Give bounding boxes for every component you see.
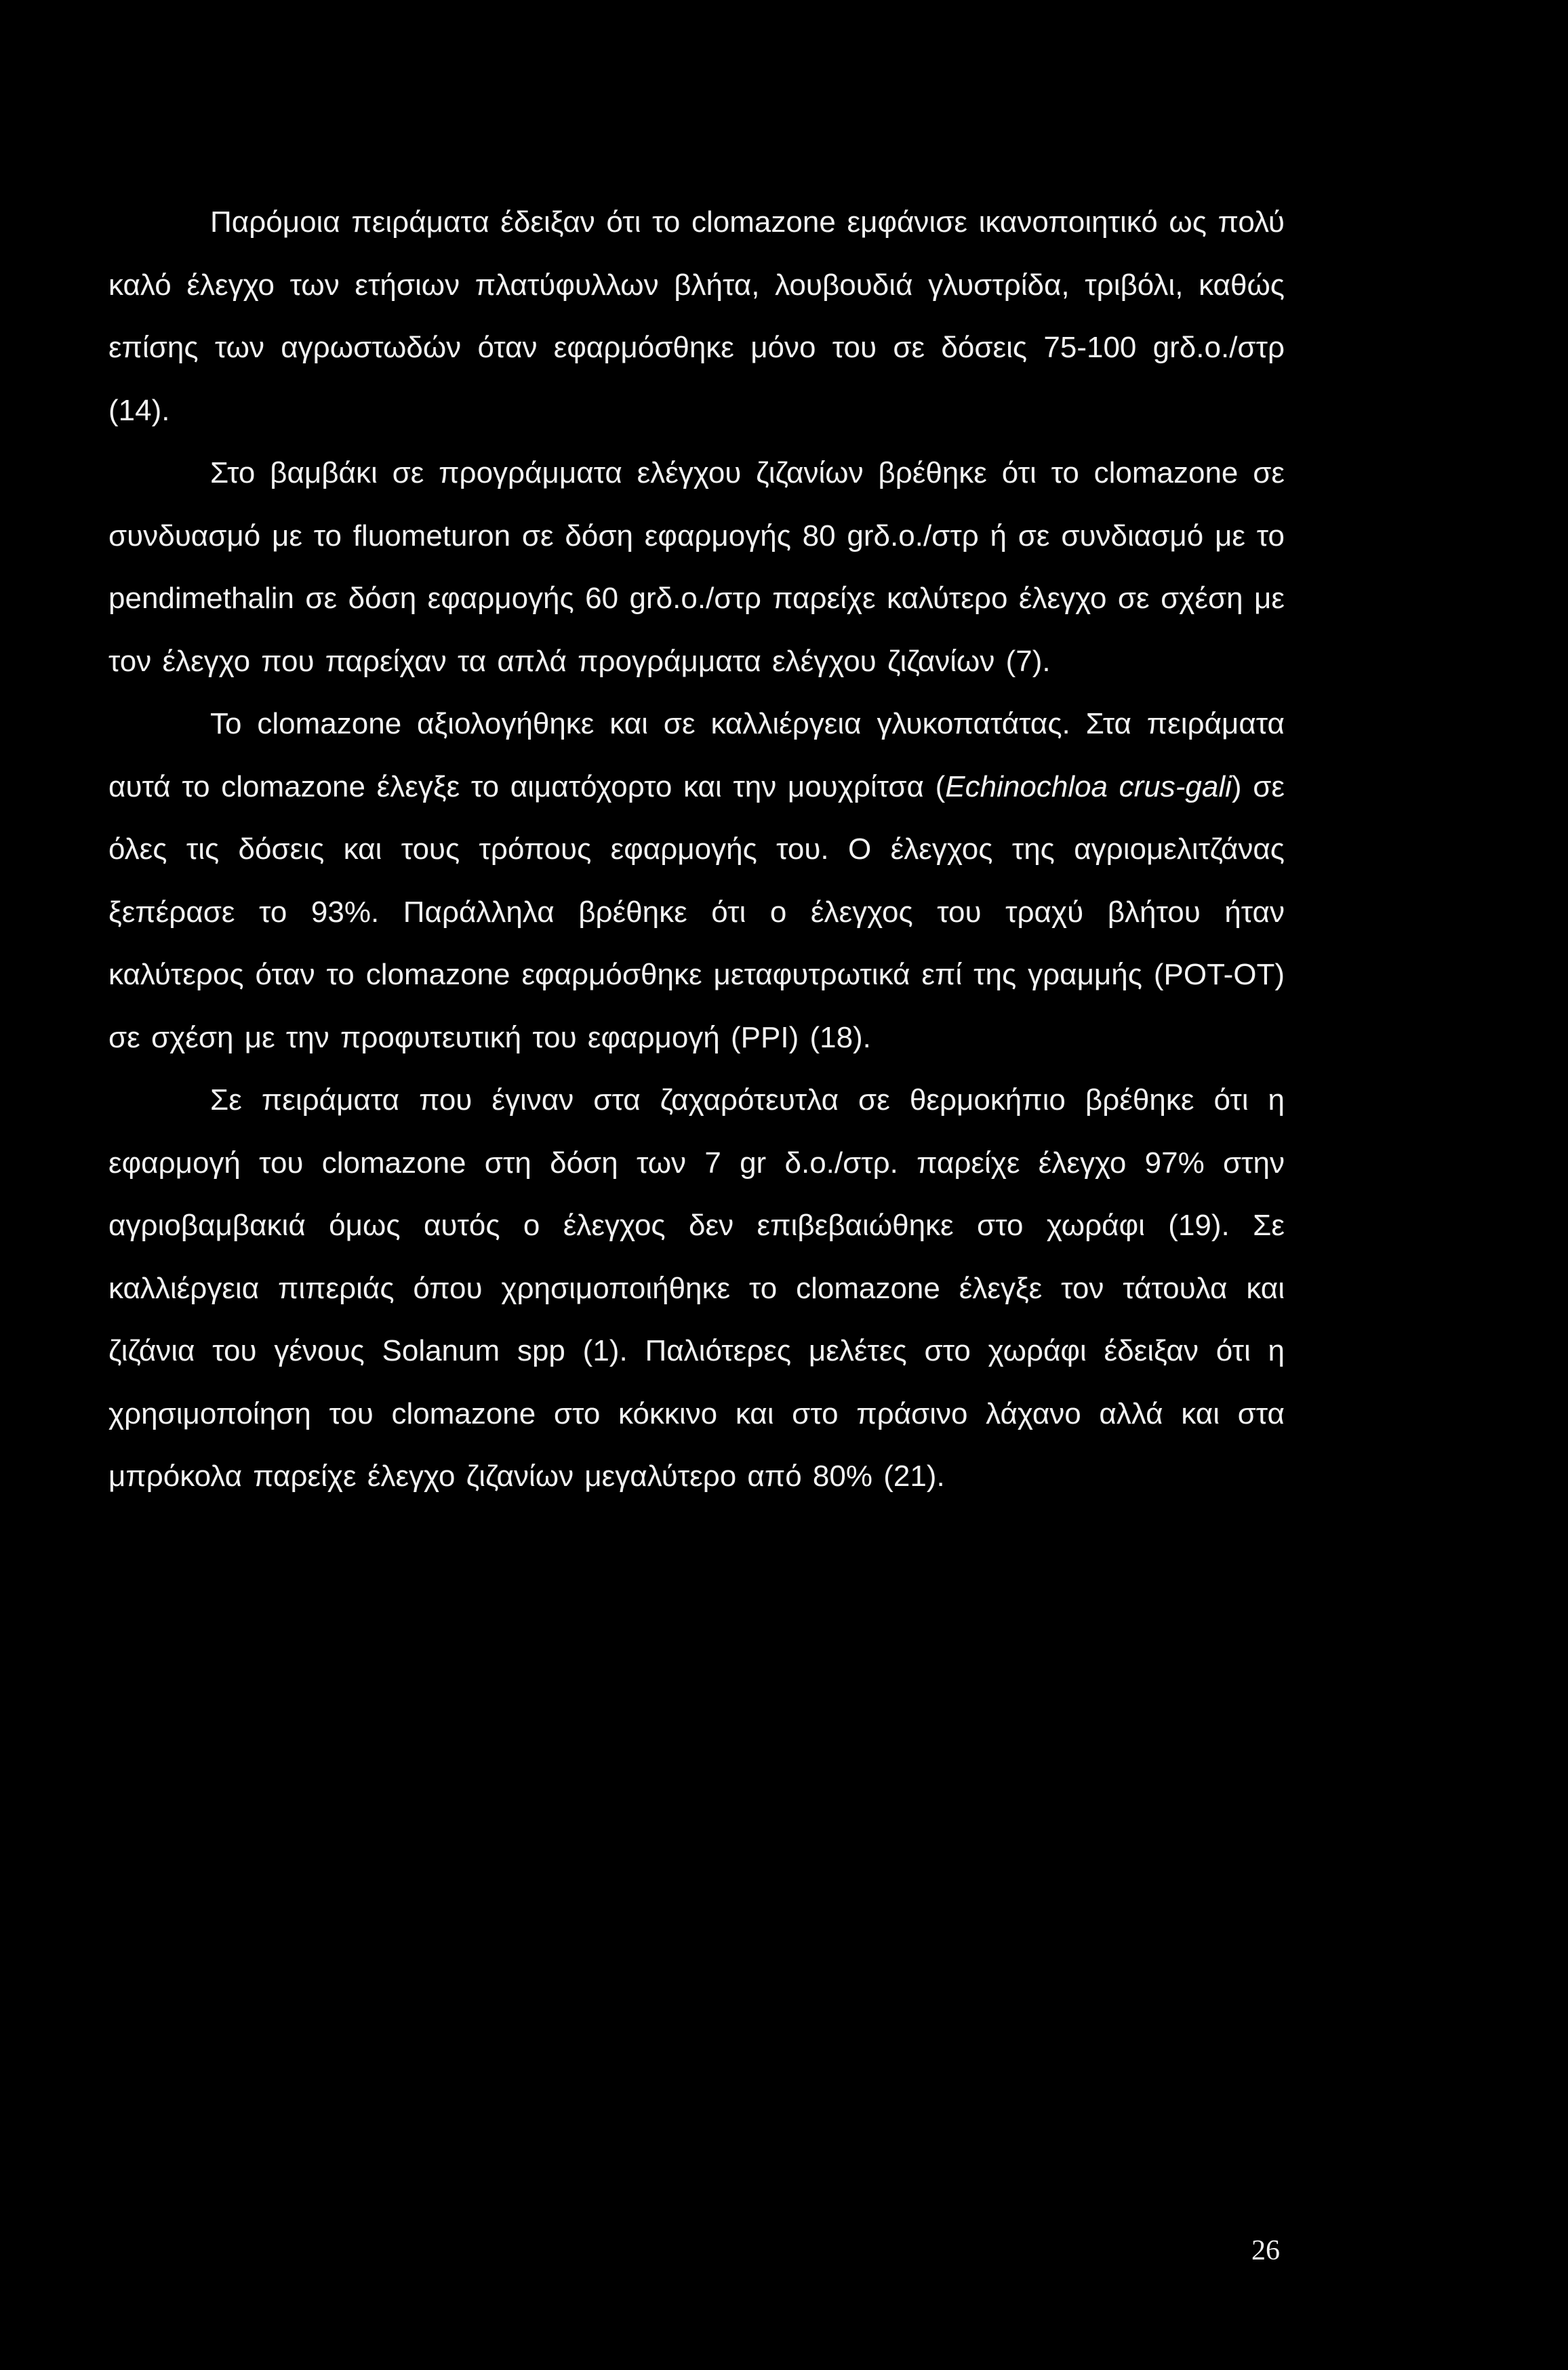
- paragraph-3-text-end: ) σε όλες τις δόσεις και τους τρόπους εφαρμογής του. Ο έλεγχος της αγριομελιτζάνας ξεπέρασε το 93%. Παράλληλα βρέθηκε ότι ο έλεγχος του τραχύ βλήτου ήταν καλύτερος όταν το clomazone εφαρμόσθηκε μεταφυτρωτικά επί της γραμμής (POT-OT) σε σχέση με την προφυτευτική του εφαρμογή (PPI) (18).: [108, 769, 1285, 1054]
- paragraph-4: Σε πειράματα που έγιναν στα ζαχαρότευτλα σε θερμοκήπιο βρέθηκε ότι η εφαρμογή του clomazone στη δόση των 7 gr δ.ο./στρ. παρείχε έλεγχο 97% στην αγριοβαμβακιά όμως αυτός ο έλεγχος δεν επιβεβαιώθηκε στο χωράφι (19). Σε καλλιέργεια πιπεριάς όπου χρησιμοποιήθηκε το clomazone έλεγξε τον τάτουλα και ζιζάνια του γένους Solanum spp (1). Παλιότερες μελέτες στο χωράφι έδειξαν ότι η χρησιμοποίηση του clomazone στο κόκκινο και στο πράσινο λάχανο αλλά και στα μπρόκολα παρείχε έλεγχο ζιζανίων μεγαλύτερο από 80% (21).: [108, 1083, 1285, 1493]
- paragraph-3-text-start: Το clomazone αξιολογήθηκε και σε καλλιέργεια γλυκοπατάτας. Στα πειράματα αυτά το clomazone έλεγξε το αιματόχορτο και την μουχρίτσα (: [108, 707, 1285, 803]
- species-name-italic: Echinochloa crus-gali: [945, 769, 1232, 803]
- paragraph-1: Παρόμοια πειράματα έδειξαν ότι το clomazone εμφάνισε ικανοποιητικό ως πολύ καλό έλεγχο των ετήσιων πλατύφυλλων βλήτα, λουβουδιά γλυστρίδα, τριβόλι, καθώς επίσης των αγρωστωδών όταν εφαρμόσθηκε μόνο του σε δόσεις 75-100 grδ.ο./στρ (14).: [108, 205, 1285, 427]
- paragraph-2: Στο βαμβάκι σε προγράμματα ελέγχου ζιζανίων βρέθηκε ότι το clomazone σε συνδυασμό με το fluometuron σε δόση εφαρμογής 80 grδ.ο./στρ ή σε συνδιασμό με το pendimethalin σε δόση εφαρμογής 60 grδ.ο./στρ παρείχε καλύτερο έλεγχο σε σχέση με τον έλεγχο που παρείχαν τα απλά προγράμματα ελέγχου ζιζανίων (7).: [108, 456, 1285, 678]
- body-text: [108, 191, 1285, 1508]
- page-number: 26: [1251, 2235, 1280, 2266]
- paragraph-3: [108, 693, 1285, 1069]
